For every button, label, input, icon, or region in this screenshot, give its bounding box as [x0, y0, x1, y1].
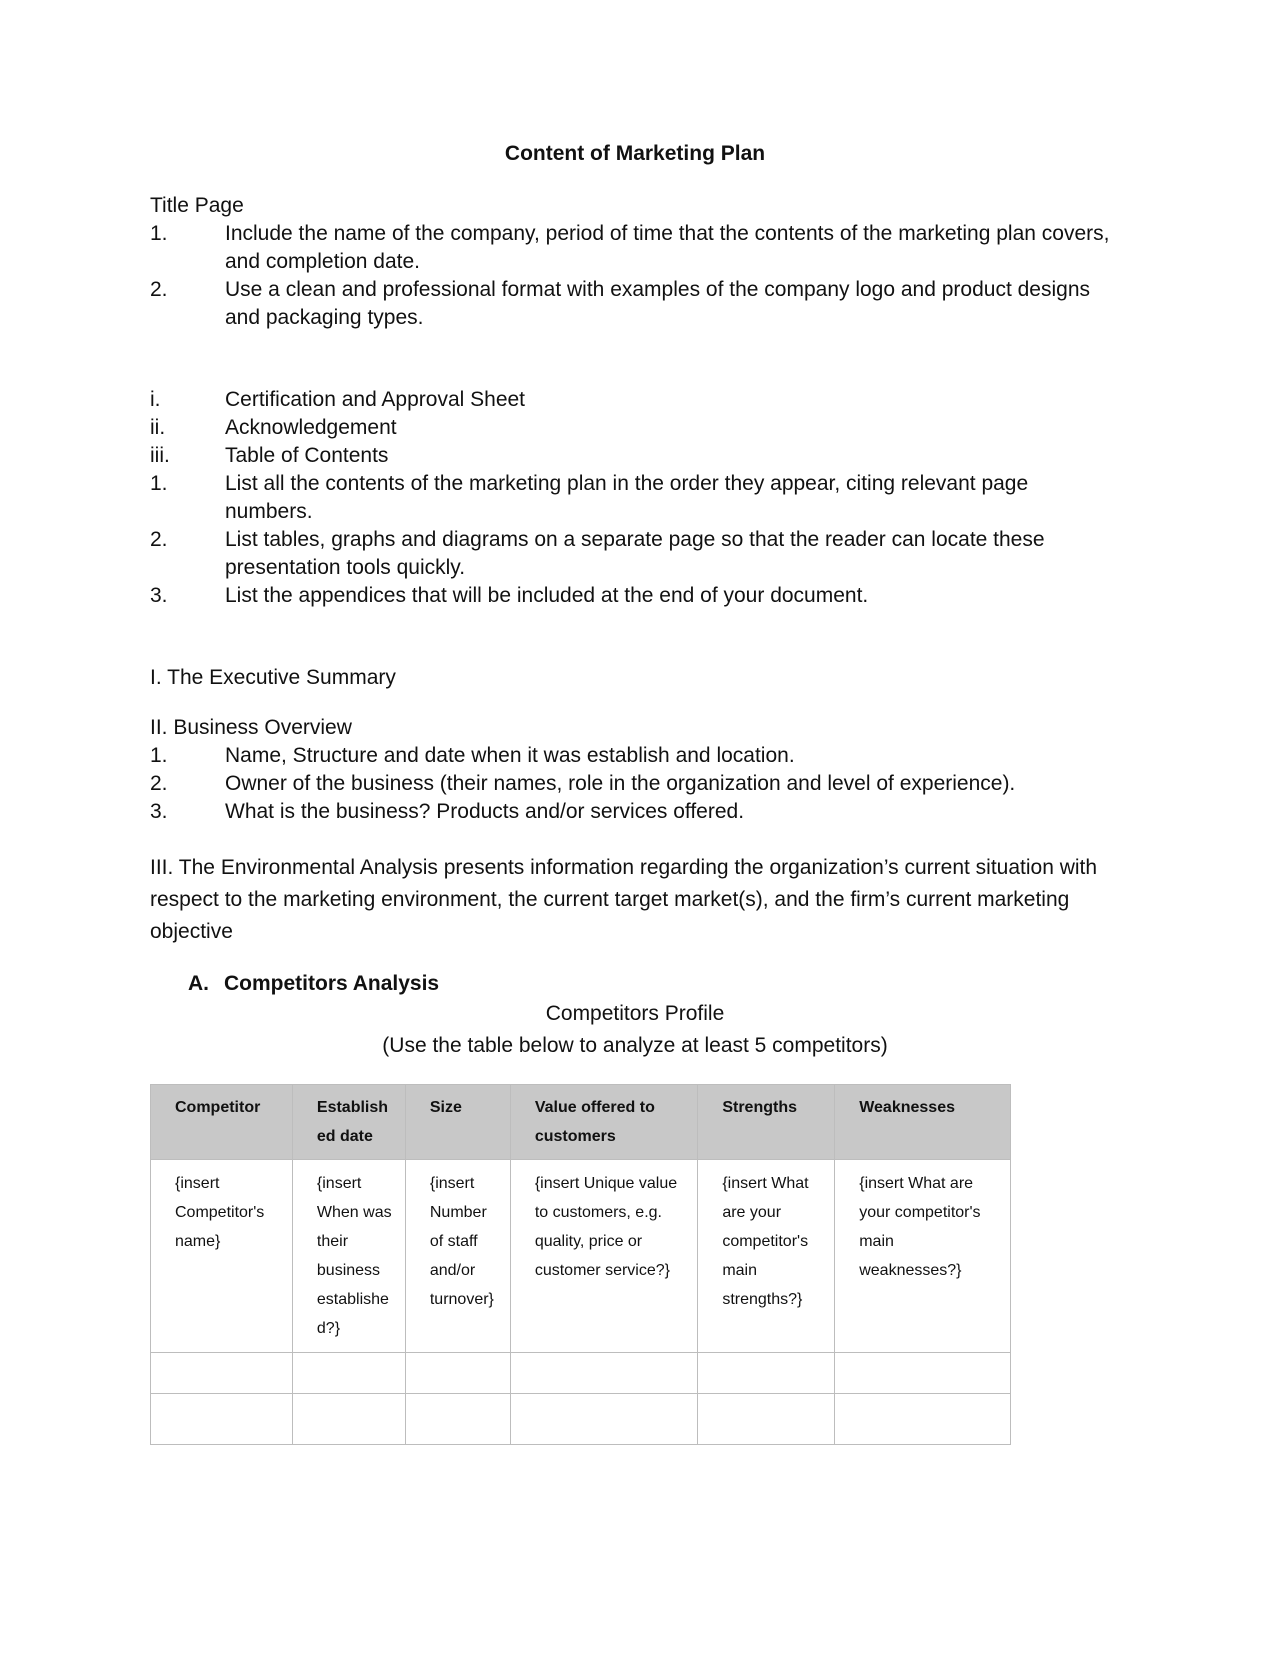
list-text: List tables, graphs and diagrams on a separate page so that the reader can locate these presentation tools quickly.	[225, 528, 1045, 579]
competitors-profile-note: (Use the table below to analyze at least 5 competitors)	[382, 1034, 888, 1057]
table-cell-empty	[835, 1394, 1011, 1445]
list-item	[150, 414, 1120, 442]
section-label: A.	[188, 972, 209, 995]
column-header: Establish ed date	[292, 1085, 405, 1160]
competitors-table	[150, 1084, 1011, 1445]
business-overview-heading: II. Business Overview	[150, 716, 352, 739]
column-header: Size	[405, 1085, 510, 1160]
table-cell: {insert Unique value to customers, e.g. quality, price or customer service?}	[510, 1160, 698, 1353]
list-text: Owner of the business (their names, role in the organization and level of experience).	[225, 772, 1016, 795]
table-cell: {insert What are your competitor's main weaknesses?}	[835, 1160, 1011, 1353]
table-cell-empty	[292, 1394, 405, 1445]
document-body	[150, 140, 1120, 1445]
table-cell: {insert Competitor's name}	[151, 1160, 293, 1353]
list-item	[150, 276, 1120, 332]
table-cell-empty	[698, 1394, 835, 1445]
list-item	[150, 582, 1120, 610]
column-header: Value offered to customers	[510, 1085, 698, 1160]
list-text: List all the contents of the marketing plan in the order they appear, citing relevant page numbers.	[225, 472, 1029, 523]
table-cell-empty	[292, 1353, 405, 1394]
list-number: 1.	[150, 472, 168, 495]
competitors-analysis-heading	[188, 970, 1120, 998]
executive-summary-heading: I. The Executive Summary	[150, 666, 396, 689]
table-cell-empty	[698, 1353, 835, 1394]
table-cell-empty	[151, 1353, 293, 1394]
list-item	[150, 470, 1120, 526]
spacer	[150, 948, 1120, 970]
spacer	[150, 610, 1120, 664]
list-number: 3.	[150, 584, 168, 607]
column-header: Competitor	[151, 1085, 293, 1160]
table-cell-empty	[835, 1353, 1011, 1394]
spacer	[150, 826, 1120, 852]
table-header-row	[151, 1085, 1011, 1160]
column-header: Weaknesses	[835, 1085, 1011, 1160]
list-number: 2.	[150, 772, 168, 795]
list-number: 2.	[150, 528, 168, 551]
table-cell-empty	[510, 1353, 698, 1394]
document-title: Content of Marketing Plan	[504, 142, 766, 165]
list-text: What is the business? Products and/or services offered.	[225, 800, 745, 823]
table-row-empty	[151, 1394, 1011, 1445]
list-text: Use a clean and professional format with examples of the company logo and product designs and packaging types.	[225, 278, 1090, 329]
column-header: Strengths	[698, 1085, 835, 1160]
table-cell-empty	[405, 1394, 510, 1445]
list-item	[150, 526, 1120, 582]
list-item	[150, 798, 1120, 826]
table-cell: {insert When was their business establishe d?}	[292, 1160, 405, 1353]
list-text: Include the name of the company, period of time that the contents of the marketing plan covers, and completion date.	[225, 222, 1110, 273]
list-text: Acknowledgement	[225, 416, 397, 439]
list-number: iii.	[150, 444, 170, 467]
list-number: 3.	[150, 800, 168, 823]
title-page-heading: Title Page	[150, 194, 244, 217]
list-number: i.	[150, 388, 161, 411]
table-cell-empty	[151, 1394, 293, 1445]
list-item	[150, 386, 1120, 414]
table-row	[151, 1160, 1011, 1353]
competitors-profile-title: Competitors Profile	[545, 1002, 725, 1025]
list-text: List the appendices that will be included at the end of your document.	[225, 584, 869, 607]
list-text: Certification and Approval Sheet	[225, 388, 526, 411]
list-number: 1.	[150, 744, 168, 767]
list-item	[150, 220, 1120, 276]
spacer	[150, 332, 1120, 386]
list-item	[150, 442, 1120, 470]
table-cell-empty	[405, 1353, 510, 1394]
environmental-analysis-paragraph: III. The Environmental Analysis presents information regarding the organization’s current situation with respect to the marketing environment, the current target market(s), and the firm’s current marketing objective	[150, 856, 1098, 943]
list-item	[150, 770, 1120, 798]
list-number: ii.	[150, 416, 166, 439]
table-cell-empty	[510, 1394, 698, 1445]
table-cell: {insert What are your competitor's main strengths?}	[698, 1160, 835, 1353]
list-text: Table of Contents	[225, 444, 389, 467]
section-title: Competitors Analysis	[224, 972, 440, 995]
table-row-empty	[151, 1353, 1011, 1394]
list-item	[150, 742, 1120, 770]
spacer	[150, 692, 1120, 714]
list-text: Name, Structure and date when it was establish and location.	[225, 744, 795, 767]
table-cell: {insert Number of staff and/or turnover}	[405, 1160, 510, 1353]
list-number: 1.	[150, 222, 168, 245]
list-number: 2.	[150, 278, 168, 301]
